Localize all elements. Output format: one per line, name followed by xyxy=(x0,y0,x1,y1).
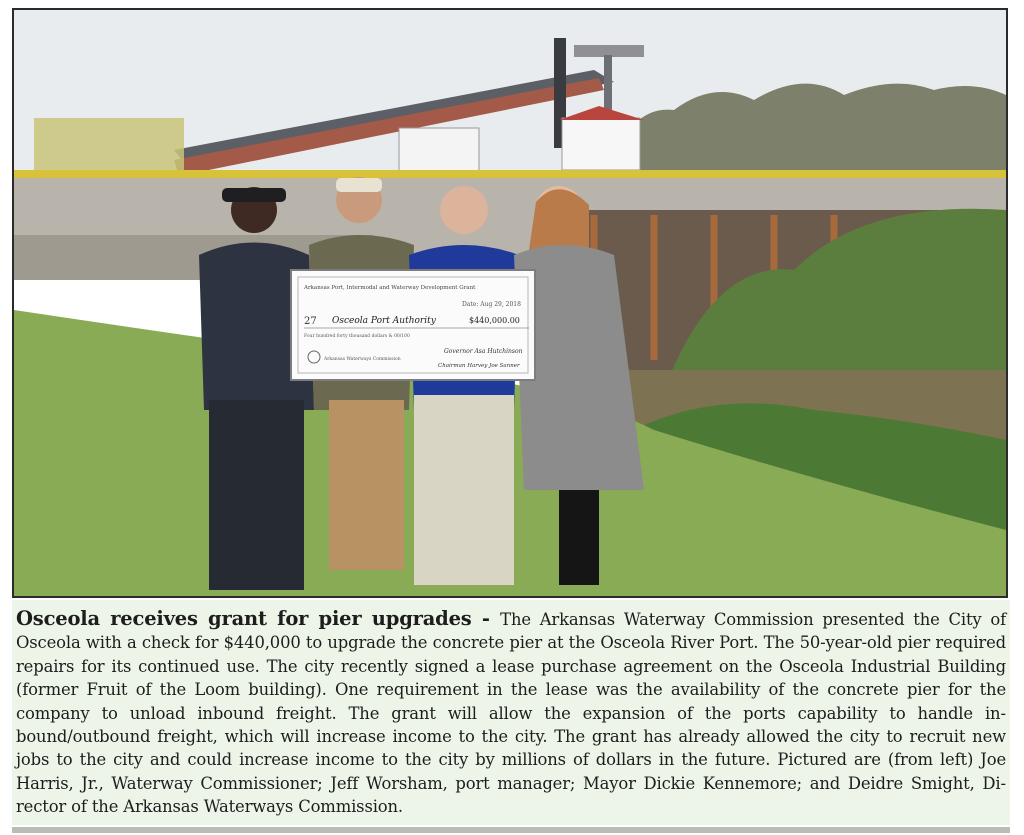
ceremonial-check xyxy=(291,270,535,380)
bottom-rule xyxy=(12,827,1010,833)
check-signature-1: Governor Asa Hutchinson xyxy=(444,348,523,355)
check-payee: Osceola Port Authority xyxy=(332,316,436,326)
check-issuer: Arkansas Waterways Commission xyxy=(324,357,401,362)
check-number: 27 xyxy=(304,316,317,327)
check-written-amount: Four hundred forty thousand dollars & 00/100 xyxy=(304,334,410,339)
check-header: Arkansas Port, Intermodal and Waterway Development Grant xyxy=(304,285,476,291)
caption-headline: Osceola receives grant for pier upgrades - xyxy=(16,607,501,630)
caption-paragraph xyxy=(16,607,1006,819)
small-building-left xyxy=(399,128,479,173)
check-amount: $440,000.00 xyxy=(469,316,520,325)
caption-body: The Arkansas Waterway Commission presented the City of Osceola with a check for $440,000 to upgrade the concrete pier at the Osceola River Port. The 50-year-old pier required repairs for its continued use. The city recently signed a lease purchase agreement on the Osceola Industrial Building (former Fruit of the Loom building). One requirement in the lease was the availability of the concrete pier for the company to unload inbound freight. The grant will allow the expansion of the ports capability to handle inbound/outbound freight, which will increase income to the city. The grant has already allowed the city to recruit new jobs to the city and could increase income to the city by millions of dollars in the future. Pictured are (from left) Joe Harris, Jr., Waterway Commissioner; Jeff Worsham, port manager; Mayor Dickie Kennemore; and Deidre Smight, Director of the Arkansas Waterways Commission. xyxy=(16,610,1006,817)
check-signature-2: Chairman Harvey Joe Sanner xyxy=(438,363,520,369)
check-date: Date: Aug 29, 2018 xyxy=(462,301,521,308)
small-building-right xyxy=(562,118,640,170)
photo-caption xyxy=(12,600,1010,825)
news-photo xyxy=(12,8,1008,598)
